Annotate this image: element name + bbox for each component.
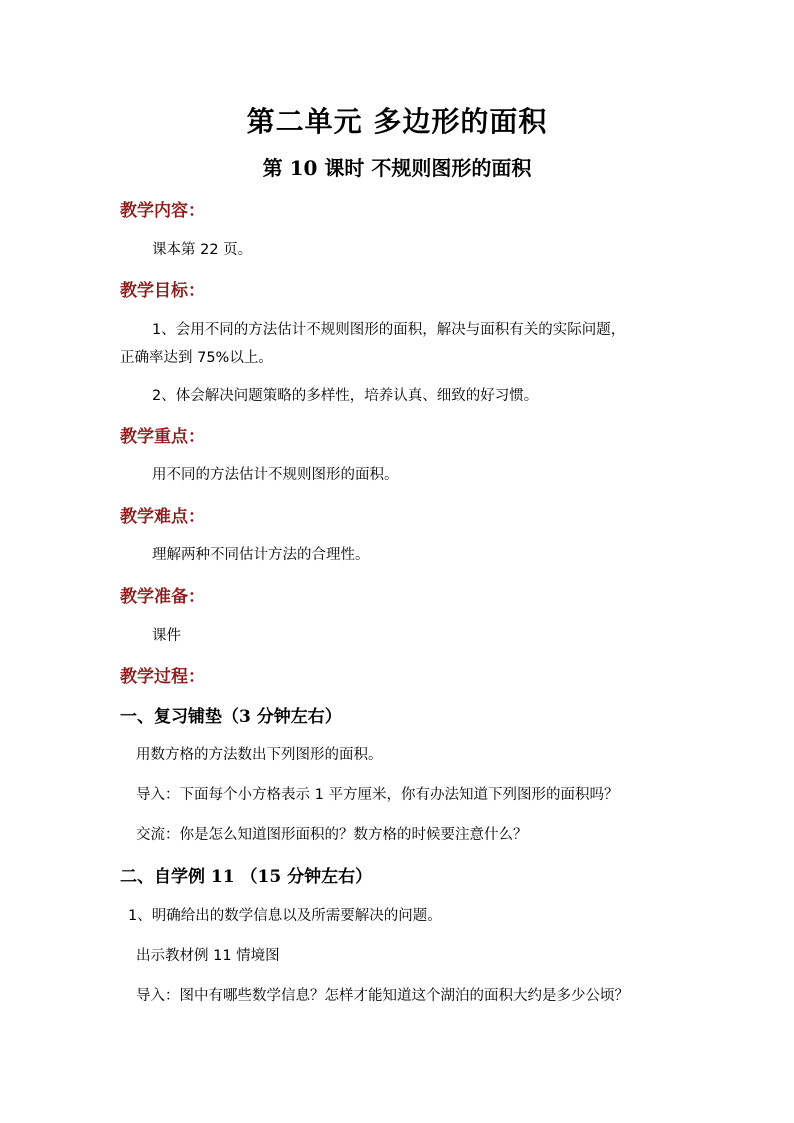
heading-content: 教学内容：	[120, 201, 205, 221]
lesson-subtitle: 第 10 课时 不规则图形的面积	[262, 156, 532, 180]
section-1-line-1: 用数方格的方法数出下列图形的面积。	[136, 747, 383, 763]
section-2-line-3: 导入：图中有哪些数学信息？怎样才能知道这个湖泊的面积大约是多少公顷？	[136, 988, 629, 1004]
section-2-title: 二、自学例 11 （15 分钟左右）	[120, 867, 373, 887]
section-2-line-2: 出示教材例 11 情境图	[136, 948, 280, 964]
heading-process: 教学过程：	[120, 667, 205, 687]
section-1-title: 一、复习铺垫（3 分钟左右）	[120, 707, 342, 727]
heading-goals: 教学目标：	[120, 281, 205, 301]
heading-key-points: 教学重点：	[120, 427, 205, 447]
heading-difficulties: 教学难点：	[120, 507, 205, 527]
goal-item-1-line-2: 正确率达到 75%以上。	[120, 350, 273, 366]
section-2-line-1: 1、明确给出的数学信息以及所需要解决的问题。	[128, 908, 442, 924]
preparation-text: 课件	[152, 628, 181, 644]
section-1-line-2: 导入：下面每个小方格表示 1 平方厘米，你有办法知道下列图形的面积吗？	[136, 787, 619, 803]
section-1-line-3: 交流：你是怎么知道图形面积的？数方格的时候要注意什么？	[136, 827, 528, 843]
goal-item-2: 2、体会解决问题策略的多样性，培养认真、细致的好习惯。	[152, 388, 539, 404]
difficulties-text: 理解两种不同估计方法的合理性。	[152, 547, 370, 563]
key-points-text: 用不同的方法估计不规则图形的面积。	[152, 467, 399, 483]
page-title: 第二单元 多边形的面积	[246, 105, 548, 138]
content-text: 课本第 22 页。	[152, 242, 253, 258]
goal-item-1-line-1: 1、会用不同的方法估计不规则图形的面积，解决与面积有关的实际问题，	[152, 322, 626, 338]
heading-preparation: 教学准备：	[120, 587, 205, 607]
